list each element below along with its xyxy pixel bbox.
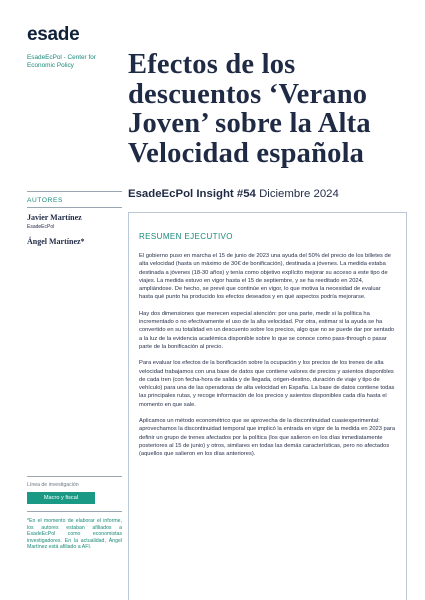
author-footnote: *En el momento de elaborar el informe, los autores estaban afiliados a EsadeEcPol como economistas investigadores. En la actualidad, Ángel Martínez está afiliado a AFI. (27, 518, 122, 551)
research-line-tag[interactable]: Macro y fiscal (27, 492, 95, 504)
sidebar-divider (27, 207, 122, 208)
series-date: Diciembre 2024 (259, 188, 339, 200)
summary-paragraph: Hay dos dimensiones que merecen especial atención: por una parte, medir si la política ha incrementado o no efectivamente el uso de la alta velocidad. Por otra, estimar si la ayuda se ha convertido en su totalidad en un descuento sobre los precios, algo que no se puede dar por sentado a la luz de la evidencia académica disponible sobre lo que se conoce como pass-through o pasar parte de la bonificación al precio. (139, 310, 395, 350)
series-line (128, 188, 339, 200)
author-name: Javier Martínez (27, 213, 82, 222)
summary-title: RESUMEN EJECUTIVO (139, 232, 233, 241)
summary-paragraph: El gobierno puso en marcha el 15 de junio de 2023 una ayuda del 50% del precio de los billetes de alta velocidad (hasta un máximo de 30€ de bonificación), destinada a jóvenes. La medida estaba destinada a jóvenes (18-30 años) y tenía como objetivo explícito mejorar su acceso a este tipo de viajes. La medida estuvo en vigor hasta el 15 de septiembre, y se ha reeditado en 2024, ampliándose. De hecho, se prevé que continúe en vigor, lo que motiva la necesidad de evaluar hasta qué punto ha producido los efectos deseados y en qué aspectos podría mejorarse. (139, 253, 391, 301)
summary-paragraph: Aplicamos un método econométrico que se aprovecha de la discontinuidad cuasiexperimental: aprovechamos la discontinuidad temporal que implicó la entrada en vigor de la medida en 2023 para definir un grupo de trenes afectados por la política (los que salieron en los días inmediatamente posteriores al 15 de junio) y otros, similares en todas las demás características, pero no afectados (aquellos que salieron en los días anteriores). (139, 418, 396, 458)
center-name: EsadeEcPol - Center for Economic Policy (27, 54, 96, 69)
sidebar-divider (27, 476, 122, 477)
author-affiliation: EsadeEcPol (27, 224, 55, 230)
authors-label: AUTORES (27, 197, 63, 204)
sidebar-divider (27, 191, 122, 192)
page-title: Efectos de los descuentos ‘Verano Joven’ sobre la Alta Velocidad española (128, 49, 371, 169)
sidebar-divider (27, 511, 122, 512)
executive-summary (128, 212, 407, 600)
summary-paragraph: Para evaluar los efectos de la bonificación sobre la ocupación y los precios de los trenes de alta velocidad trabajamos con una base de datos que contiene valores de precios y asientos disponibles de cada tren (con fecha-hora de salida y de llegada, origen-destino, duración de viaje y tipo de vehículo) para una de las operadoras de alta velocidad en España. La base de datos contiene todas las principales rutas, y recoge información de los precios y asientos disponibles cada día hasta el momento en que sale. (139, 360, 395, 408)
research-lines-label: Línea de investigación (27, 482, 79, 488)
series-name: EsadeEcPol Insight #54 (128, 188, 256, 200)
author-name: Ángel Martínez* (27, 237, 85, 246)
esade-logo[interactable]: esade (27, 24, 80, 45)
